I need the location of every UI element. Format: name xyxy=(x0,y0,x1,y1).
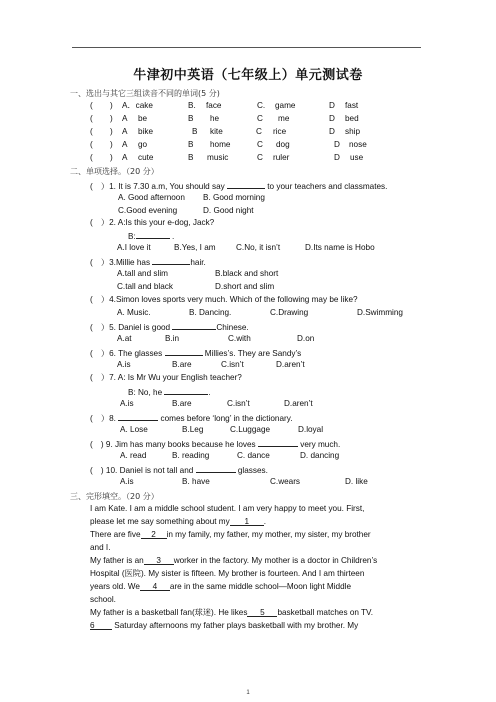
q4: ( ）4.Simon loves sports very much. Which of the following may be like? xyxy=(90,295,358,304)
cloze-blank-6[interactable]: 6 xyxy=(90,621,112,630)
cloze-line-6: Hospital (医院). My sister is fifteen. My brother is fourteen. And I am thirteen xyxy=(90,569,365,578)
cloze-blank-2[interactable]: 2 xyxy=(141,530,167,539)
cloze-line-4: and I. xyxy=(90,543,111,552)
section-3-heading: 三、完形填空。（20 分） xyxy=(70,492,159,501)
cloze-line-3: There are five 2 in my family, my father, my mother, my sister, my brother xyxy=(90,530,371,539)
q6: ( ）6. The glasses Millies’s. They are Sandy’s xyxy=(90,349,302,358)
q5: ( ）5. Daniel is good Chinese. xyxy=(90,323,249,332)
cloze-blank-5[interactable]: 5 xyxy=(247,608,277,617)
cloze-line-1: I am Kate. I am a middle school student. I am very happy to meet you. First, xyxy=(90,504,365,513)
answer-blank[interactable] xyxy=(258,438,298,447)
page-number: 1 xyxy=(246,690,250,696)
answer-blank[interactable] xyxy=(196,464,236,473)
section-1-heading: 一、选出与其它三组读音不同的单词(5 分) xyxy=(70,89,220,98)
q1-options-c: C.Good evening D. Good night xyxy=(118,206,254,215)
cloze-blank-1[interactable]: 1 xyxy=(230,517,264,526)
cloze-line-8: school. xyxy=(90,595,116,604)
cloze-line-7: years old. We 4 are in the same middle school—Moon light Middle xyxy=(90,582,352,591)
q9: ( ) 9. Jim has many books because he loves very much. xyxy=(90,440,341,449)
section-2-heading: 二、单项选择。（20 分） xyxy=(70,167,159,176)
answer-blank[interactable] xyxy=(118,412,158,421)
header-rule xyxy=(72,47,421,48)
q7-options: A.is B.are C.isn’t D.aren’t xyxy=(120,399,313,408)
answer-blank[interactable] xyxy=(164,386,208,395)
q2-b: B: . xyxy=(128,232,175,241)
q1: ( ）1. It is 7.30 a.m, You should say to your teachers and classmates. xyxy=(90,182,388,191)
q8-options: A. Lose B.Leg C.Luggage D.loyal xyxy=(120,425,324,434)
answer-blank[interactable] xyxy=(152,256,190,265)
answer-blank[interactable] xyxy=(227,180,265,189)
answer-blank[interactable] xyxy=(136,230,170,239)
cloze-line-5: My father is an 3 worker in the factory. My mother is a doctor in Children’s xyxy=(90,556,378,565)
q7-b: B: No, he . xyxy=(128,388,211,397)
cloze-blank-3[interactable]: 3 xyxy=(144,556,174,565)
q3: ( ）3.Millie has hair. xyxy=(90,258,206,267)
q10-options: A.is B. have C.wears D. like xyxy=(120,477,368,486)
answer-blank[interactable] xyxy=(165,347,203,356)
cloze-line-10: 6 Saturday afternoons my father plays basketball with my brother. My xyxy=(90,621,359,630)
q5-options: A.at B.in C.with D.on xyxy=(117,334,315,343)
q2-options: A.I love it B.Yes, I am C.No, it isn’t D.Its name is Hobo xyxy=(117,243,375,252)
q7: ( ）7. A: Is Mr Wu your English teacher? xyxy=(90,373,242,382)
q3-options-a: A.tall and slim B.black and short xyxy=(117,269,279,278)
q3-options-c: C.tall and black D.short and slim xyxy=(117,282,275,291)
q10: ( ) 10. Daniel is not tall and glasses. xyxy=(90,466,268,475)
q8: ( ）8. comes before ‘long’ in the dictionary. xyxy=(90,414,293,423)
q1-options-a: A. Good afternoon B. Good morning xyxy=(118,193,265,202)
q6-options: A.is B.are C.isn’t D.aren’t xyxy=(117,360,305,369)
cloze-blank-4[interactable]: 4 xyxy=(140,582,170,591)
cloze-line-2: please let me say something about my 1 . xyxy=(90,517,266,526)
answer-blank[interactable] xyxy=(172,321,216,330)
page-title: 牛津初中英语（七年级上）单元测试卷 xyxy=(133,68,363,83)
cloze-line-9: My father is a basketball fan(球迷). He likes 5 basketball matches on TV. xyxy=(90,608,374,617)
q9-options: A. read B. reading C. dance D. dancing xyxy=(120,451,340,460)
q2: ( ）2. A:Is this your e-dog, Jack? xyxy=(90,218,215,227)
q4-options: A. Music. B. Dancing. C.Drawing D.Swimming xyxy=(117,308,403,317)
